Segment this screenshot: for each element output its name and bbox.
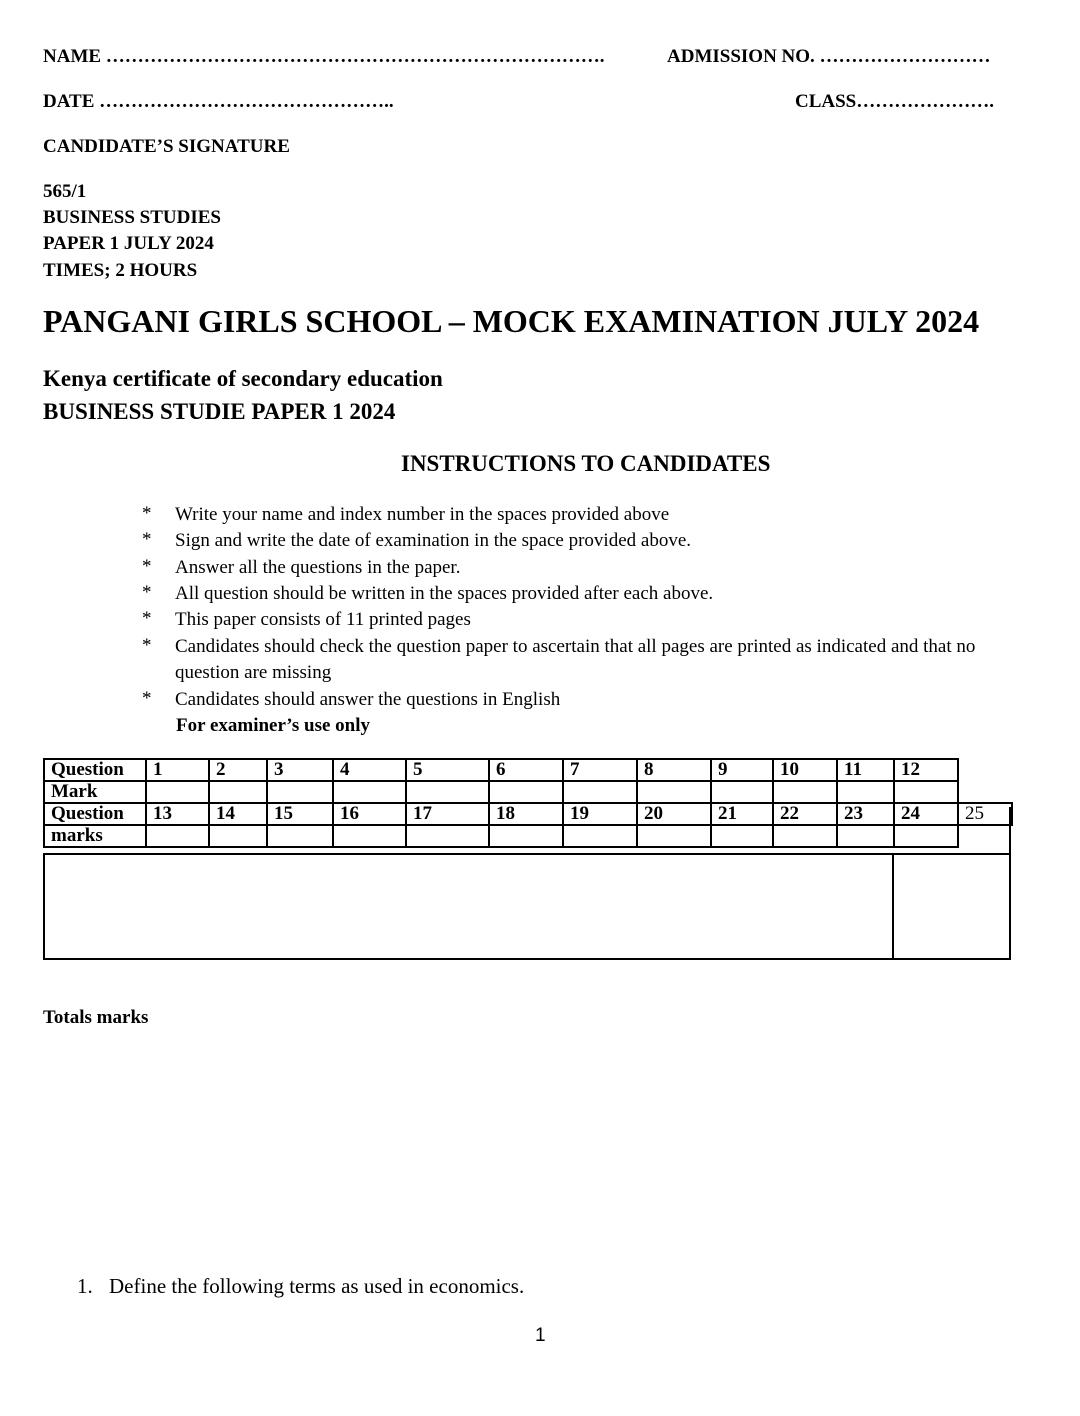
bullet-icon: * xyxy=(142,529,152,550)
question-text-1: Define the following terms as used in economics. xyxy=(109,1274,525,1298)
instruction-item: Candidates should answer the questions in English xyxy=(175,689,561,710)
question-number: 21 xyxy=(711,803,773,825)
examiner-use-note: For examiner’s use only xyxy=(176,715,371,736)
bullet-icon: * xyxy=(142,503,152,524)
question-number: 16 xyxy=(333,803,406,825)
instruction-item: All question should be written in the spaces provided after each above. xyxy=(175,583,714,604)
question-number: 3 xyxy=(267,759,333,781)
question-number: 19 xyxy=(563,803,637,825)
mark-cell[interactable] xyxy=(209,781,267,803)
empty-cell xyxy=(958,781,1012,803)
question-number: 8 xyxy=(637,759,711,781)
mark-cell[interactable] xyxy=(406,781,489,803)
mark-cell[interactable] xyxy=(563,781,637,803)
instruction-item: Sign and write the date of examination in the space provided above. xyxy=(175,530,692,551)
candidate-signature-label: CANDIDATE’S SIGNATURE xyxy=(43,136,290,157)
bullet-icon: * xyxy=(142,688,152,709)
table-right-border xyxy=(1009,807,1011,855)
mark-cell[interactable] xyxy=(711,781,773,803)
mark-cell[interactable] xyxy=(333,781,406,803)
question-label: Question xyxy=(44,803,146,825)
question-number: 10 xyxy=(773,759,837,781)
mark-cell[interactable] xyxy=(146,781,209,803)
empty-cell xyxy=(958,825,1012,847)
mark-cell[interactable] xyxy=(563,825,637,847)
question-number: 2 xyxy=(209,759,267,781)
totals-marks-label: Totals marks xyxy=(43,1007,149,1028)
mark-cell[interactable] xyxy=(637,825,711,847)
question-number: 14 xyxy=(209,803,267,825)
question-number: 18 xyxy=(489,803,563,825)
question-number: 4 xyxy=(333,759,406,781)
mark-cell[interactable] xyxy=(837,825,894,847)
exam-time: TIMES; 2 HOURS xyxy=(43,260,198,281)
marks-label: marks xyxy=(44,825,146,847)
bullet-icon: * xyxy=(142,582,152,603)
question-number: 9 xyxy=(711,759,773,781)
question-number: 5 xyxy=(406,759,489,781)
question-number: 12 xyxy=(894,759,958,781)
subject-name: BUSINESS STUDIES xyxy=(43,207,221,228)
question-number: 11 xyxy=(837,759,894,781)
instruction-item: Write your name and index number in the spaces provided above xyxy=(175,504,670,525)
mark-cell[interactable] xyxy=(894,825,958,847)
class-field[interactable]: CLASS…………………. xyxy=(795,91,994,112)
mark-cell[interactable] xyxy=(489,781,563,803)
page-title: PANGANI GIRLS SCHOOL – MOCK EXAMINATION JULY 2024 xyxy=(43,303,980,339)
admission-number-field[interactable]: ADMISSION NO. ……………………… xyxy=(667,46,991,67)
instruction-item: Candidates should check the question paper to ascertain that all pages are printed as indicated and that no xyxy=(175,636,976,657)
mark-cell[interactable] xyxy=(267,781,333,803)
subtitle-paper: BUSINESS STUDIE PAPER 1 2024 xyxy=(43,399,396,424)
question-number: 17 xyxy=(406,803,489,825)
instruction-item: This paper consists of 11 printed pages xyxy=(175,609,471,630)
question-row xyxy=(44,803,1012,825)
mark-cell[interactable] xyxy=(489,825,563,847)
marks-table xyxy=(43,758,1013,848)
question-number: 1 xyxy=(146,759,209,781)
question-number: 15 xyxy=(267,803,333,825)
mark-cell[interactable] xyxy=(146,825,209,847)
mark-cell[interactable] xyxy=(837,781,894,803)
mark-row xyxy=(44,781,1012,803)
bullet-icon: * xyxy=(142,608,152,629)
subtitle-kcse: Kenya certificate of secondary education xyxy=(43,366,443,391)
question-label: Question xyxy=(44,759,146,781)
empty-cell xyxy=(958,759,1012,781)
mark-cell[interactable] xyxy=(209,825,267,847)
paper-code: 565/1 xyxy=(43,181,87,202)
mark-cell[interactable] xyxy=(773,825,837,847)
bullet-icon: * xyxy=(142,556,152,577)
totals-box xyxy=(43,853,1011,960)
question-number: 24 xyxy=(894,803,958,825)
totals-box-divider xyxy=(892,853,894,960)
question-number: 23 xyxy=(837,803,894,825)
instruction-item-continued: question are missing xyxy=(175,662,332,683)
instructions-heading: INSTRUCTIONS TO CANDIDATES xyxy=(401,451,771,476)
question-number-1: 1. xyxy=(77,1274,93,1298)
paper-info: PAPER 1 JULY 2024 xyxy=(43,233,214,254)
mark-row xyxy=(44,825,1012,847)
mark-cell[interactable] xyxy=(333,825,406,847)
mark-cell[interactable] xyxy=(894,781,958,803)
question-number: 22 xyxy=(773,803,837,825)
question-number: 13 xyxy=(146,803,209,825)
question-number: 6 xyxy=(489,759,563,781)
question-number: 25 xyxy=(958,803,1012,825)
date-field[interactable]: DATE ……………………………………….. xyxy=(43,91,394,112)
name-field[interactable]: NAME ……………………………………………………………………. xyxy=(43,46,605,67)
mark-label: Mark xyxy=(44,781,146,803)
question-number: 7 xyxy=(563,759,637,781)
mark-cell[interactable] xyxy=(773,781,837,803)
mark-cell[interactable] xyxy=(406,825,489,847)
question-number: 20 xyxy=(637,803,711,825)
question-row xyxy=(44,759,1012,781)
mark-cell[interactable] xyxy=(267,825,333,847)
mark-cell[interactable] xyxy=(711,825,773,847)
bullet-icon: * xyxy=(142,635,152,656)
instruction-item: Answer all the questions in the paper. xyxy=(175,557,461,578)
page-number: 1 xyxy=(535,1325,546,1346)
mark-cell[interactable] xyxy=(637,781,711,803)
